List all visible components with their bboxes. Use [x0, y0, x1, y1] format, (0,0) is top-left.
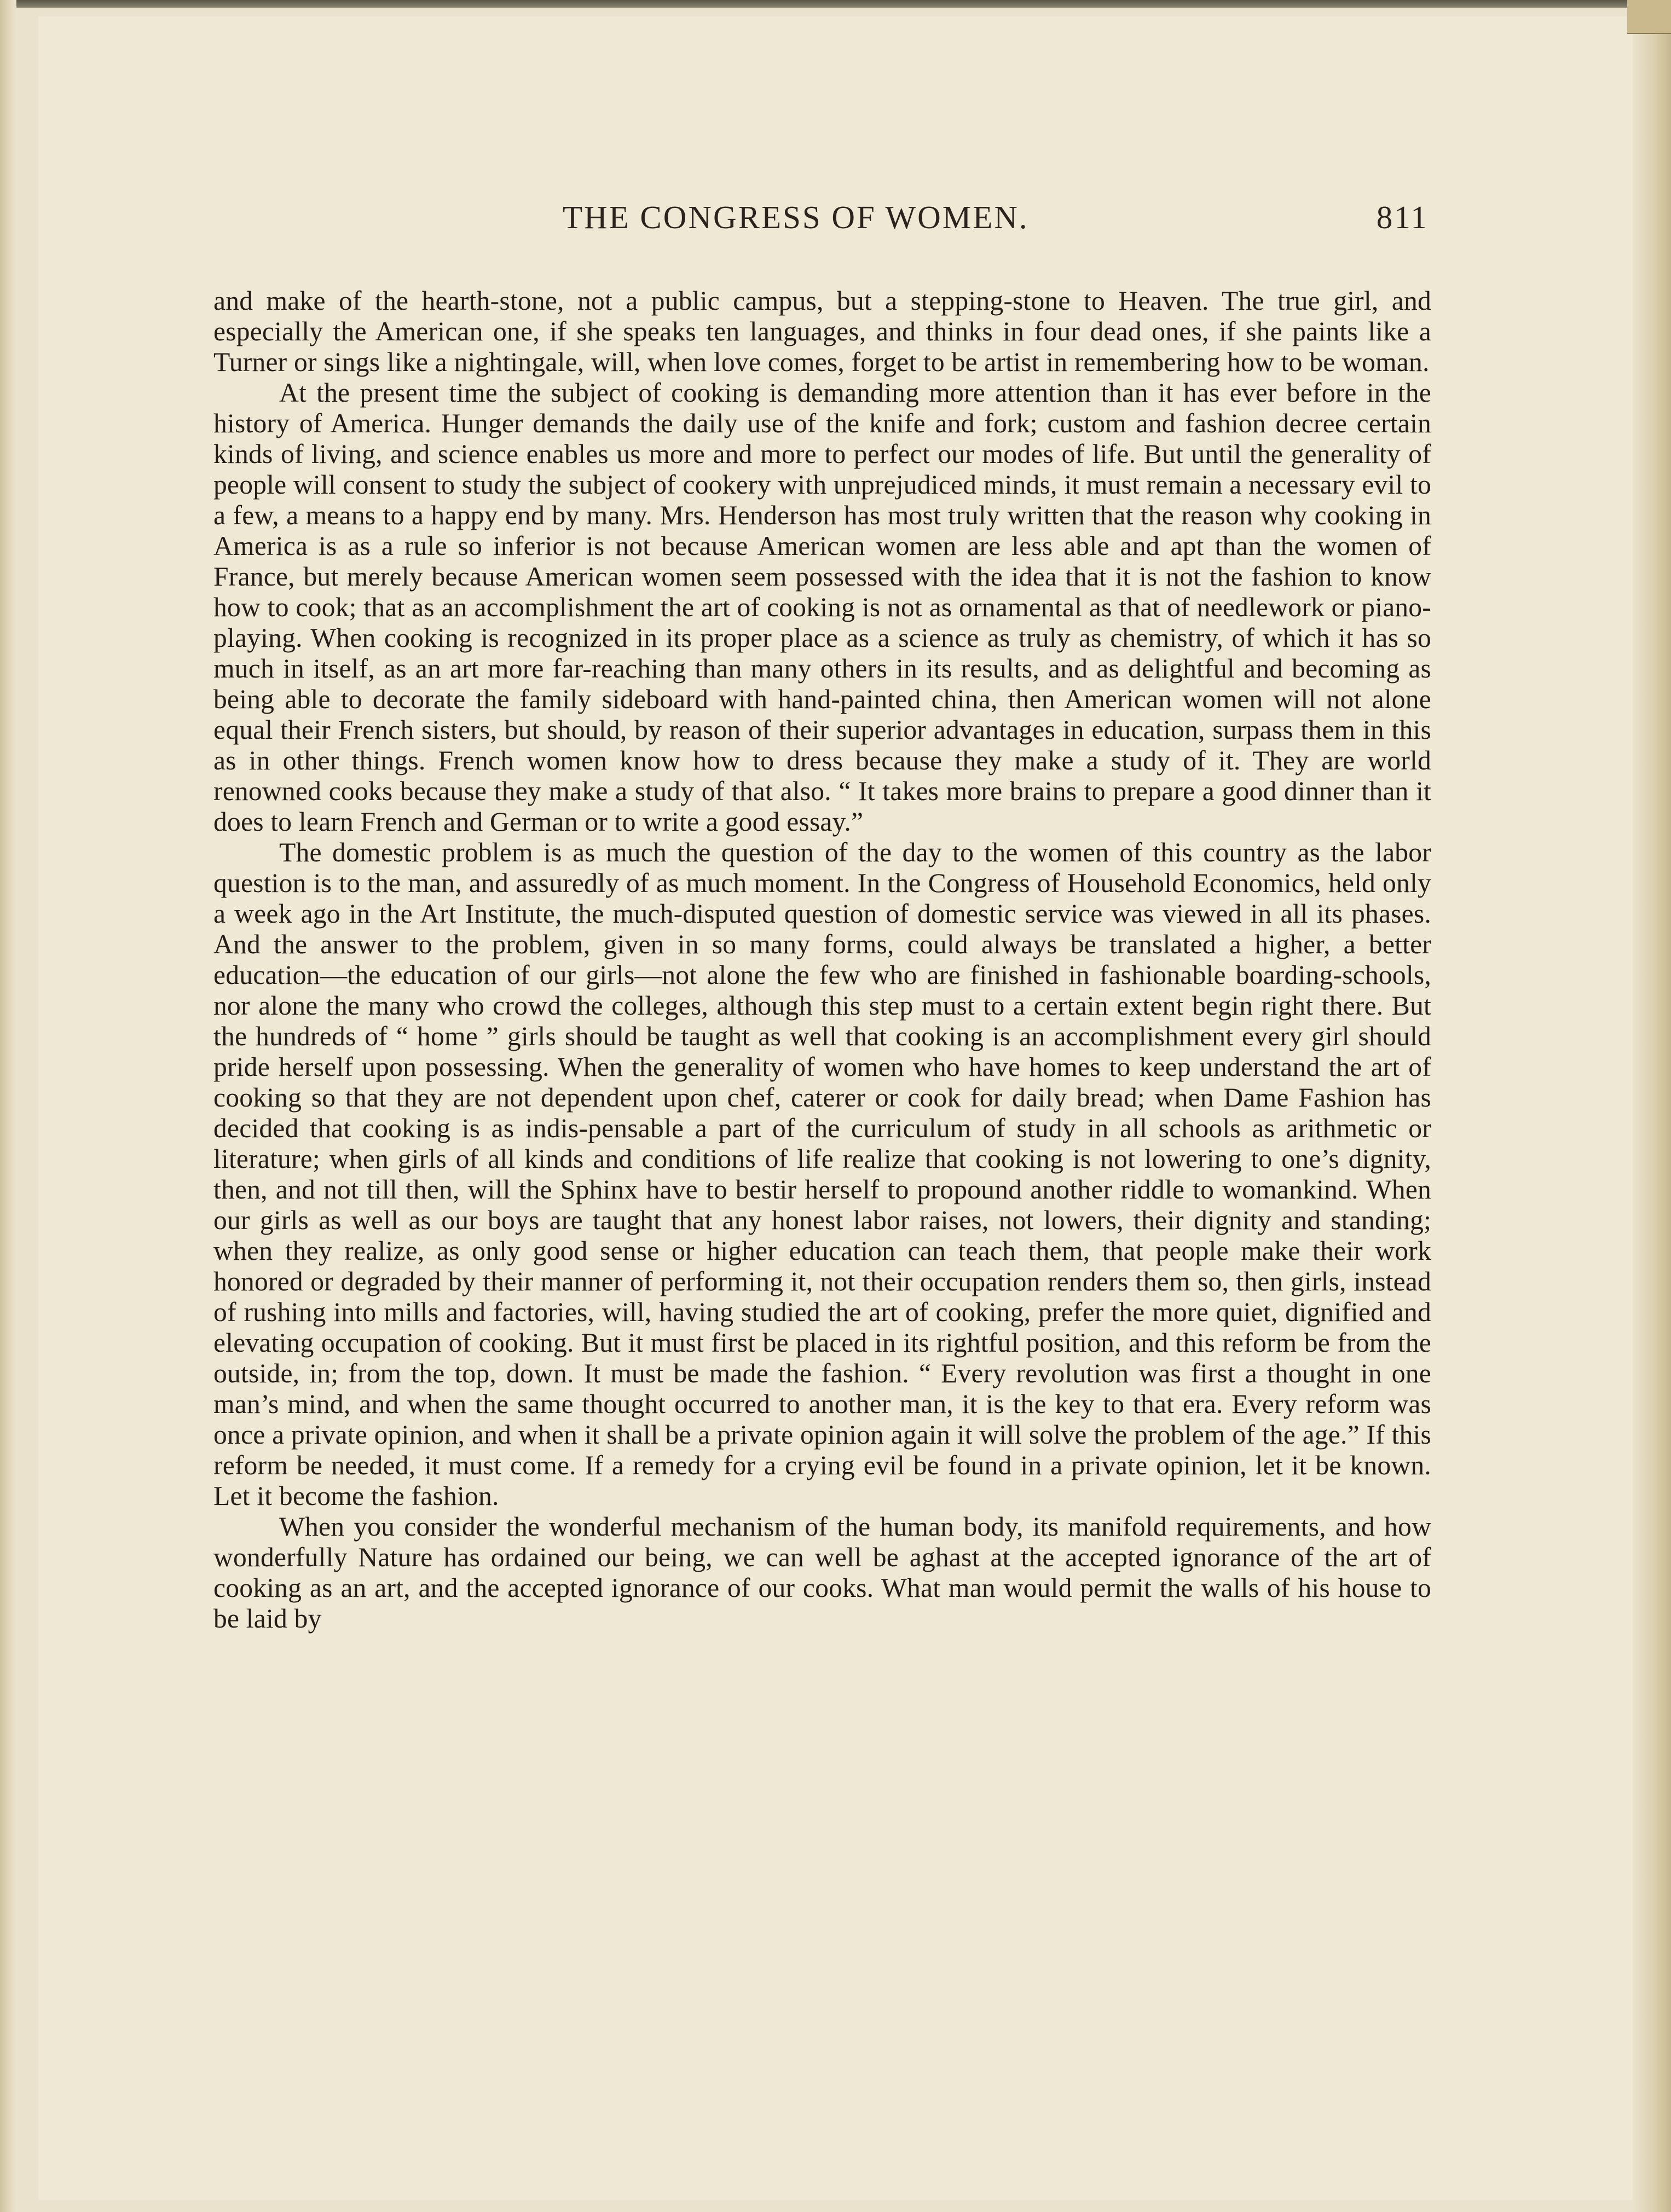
binding-top-strip [0, 0, 1671, 8]
running-head-title: THE CONGRESS OF WOMEN. [563, 199, 1029, 235]
paragraph: and make of the hearth-stone, not a public campus, but a stepping-stone to Heaven. The true girl, and especially the American one, if she speaks ten languages, and thinks in four dead ones, if she paints like a Turner or sings like a nightingale, will, when love comes, forget to be artist in remembering how to be woman. [213, 286, 1431, 377]
body-text [213, 286, 1431, 1634]
running-head [219, 194, 1429, 244]
page-number: 811 [1376, 199, 1429, 235]
right-page-edge [1633, 0, 1671, 2212]
paragraph: At the present time the subject of cooking is demanding more attention than it has ever before in the history of America. Hunger demands the daily use of the knife and fork; custom and fashion decree certain kinds of living, and science enables us more and more to perfect our modes of life. But until the generality of people will consent to study the subject of cookery with unprejudiced minds, it must remain a necessary evil to a few, a means to a happy end by many. Mrs. Henderson has most truly written that the reason why cooking in America is as a rule so inferior is not because American women are less able and apt than the women of France, but merely because American women seem possessed with the idea that it is not the fashion to know how to cook; that as an accomplishment the art of cooking is not as ornamental as that of needlework or piano-playing. When cooking is recognized in its proper place as a science as truly as chemistry, of which it has so much in itself, as an art more far-reaching than many others in its results, and as delightful and becoming as being able to decorate the family sideboard with hand-painted china, then American women will not alone equal their French sisters, but should, by reason of their superior advantages in education, surpass them in this as in other things. French women know how to dress because they make a study of it. They are world renowned cooks because they make a study of that also. “ It takes more brains to prepare a good dinner than it does to learn French and German or to write a good essay.” [213, 378, 1431, 837]
paragraph: The domestic problem is as much the question of the day to the women of this country as the labor question is to the man, and assuredly of as much moment. In the Congress of Household Economics, held only a week ago in the Art Institute, the much-disputed question of domestic service was viewed in all its phases. And the answer to the problem, given in so many forms, could always be translated a higher, a better education—the education of our girls—not alone the few who are finished in fashionable boarding-schools, nor alone the many who crowd the colleges, although this step must to a certain extent begin right there. But the hundreds of “ home ” girls should be taught as well that cooking is an accomplishment every girl should pride herself upon possessing. When the generality of women who have homes to keep understand the art of cooking so that they are not dependent upon chef, caterer or cook for daily bread; when Dame Fashion has decided that cooking is as indis-pensable a part of the curriculum of study in all schools as arithmetic or literature; when girls of all kinds and conditions of life realize that cooking is not lowering to one’s dignity, then, and not till then, will the Sphinx have to bestir herself to propound another riddle to womankind. When our girls as well as our boys are taught that any honest labor raises, not lowers, their dignity and standing; when they realize, as only good sense or higher education can teach them, that people make their work honored or degraded by their manner of performing it, not their occupation renders them so, then girls, instead of rushing into mills and factories, will, having studied the art of cooking, prefer the more quiet, dignified and elevating occupation of cooking. But it must first be placed in its rightful position, and this reform be from the outside, in; from the top, down. It must be made the fashion. “ Every revolution was first a thought in one man’s mind, and when the same thought occurred to another man, it is the key to that era. Every reform was once a private opinion, and when it shall be a private opinion again it will solve the problem of the age.” If this reform be needed, it must come. If a remedy for a crying evil be found in a private opinion, let it be known. Let it become the fashion. [213, 837, 1431, 1511]
corner-tab [1627, 0, 1671, 34]
left-page-edge [0, 0, 16, 2212]
paragraph: When you consider the wonderful mechanism of the human body, its manifold requirements, and how wonderfully Nature has ordained our being, we can well be aghast at the accepted ignorance of the art of cooking as an art, and the accepted ignorance of our cooks. What man would permit the walls of his house to be laid by [213, 1512, 1431, 1634]
